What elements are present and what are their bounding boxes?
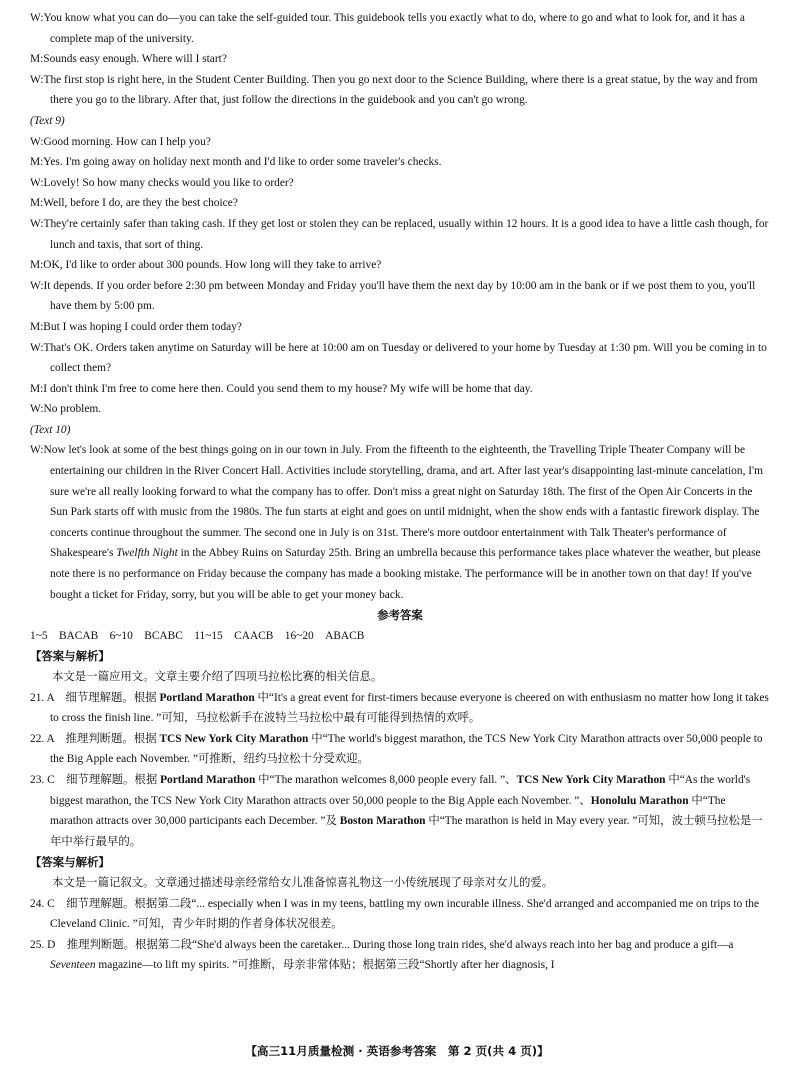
dialogue-text: OK, I'd like to order about 300 pounds. How long will they take to arrive? <box>43 259 382 272</box>
section-b-header: 【答案与解析】 <box>30 855 110 870</box>
speaker-label: W: <box>30 217 44 230</box>
answer-key-page <box>30 8 770 976</box>
dialogue-line <box>30 338 770 379</box>
dialogue-text: Well, before I do, are they the best choice? <box>43 197 238 210</box>
dialogue-text: Good morning. How can I help you? <box>43 135 211 148</box>
speaker-label: W: <box>30 135 44 148</box>
dialogue-line <box>30 173 770 194</box>
speaker-label: M: <box>30 382 44 395</box>
dialogue-line <box>30 8 770 49</box>
speaker-label: W: <box>30 279 44 292</box>
section-b-intro: 本文是一篇记叙文。文章通过描述母亲经常给女儿准备惊喜礼物这一小传统展现了母亲对女儿的爱。 <box>52 876 554 889</box>
text10-monologue: W:Now let's look at some of the best things going on in our town in July. From the fifteenth to the eighteenth, the Travelling Triple Theater Company will be entertaining our children in the River Concert Hall. Activities include storytelling, drama, and art. After last year's disappointing last-minute cancelation, I'm sure we're all really looking forward to what the company has to offer. Don't miss a great night on Saturday 18th. The first of the Open Air Concerts in the Sun Park starts off with music from the 1980s. The fun starts at eight and goes on until midnight, when the show ends with a fantastic firework display. The concerts continue throughout the summer. The second one in July is on 31st. There's more outdoor entertainment with Talk Theater's performance of Shakespeare's Twelfth Night in the Abbey Ruins on Saturday 25th. Bring an umbrella because this performance takes place whatever the weather, but please note there is no performance on Friday because the company has made a booking mistake. The performance will be in another town on that day! If you've bought a ticket for Friday, sorry, but you will be able to get your money back. <box>30 444 763 601</box>
dialogue-text: I don't think I'm free to come here then. Could you send them to my house? My wife will be home that day. <box>43 382 533 395</box>
section-a-header: 【答案与解析】 <box>30 649 110 664</box>
dialogue-line <box>30 70 770 111</box>
dialogue-text: Yes. I'm going away on holiday next month and I'd like to order some traveler's checks. <box>43 156 442 169</box>
q24-explanation: 24. C 细节理解题。根据第二段“... especially when I was in my teens, battling my own incurable illness. She'd arranged and accompanied me on trips to the Cleveland Clinic. ”可知，青少年时期的作者身体状况很差。 <box>30 897 760 931</box>
dialogue-text: That's OK. Orders taken anytime on Saturday will be here at 10:00 am on Tuesday or delivered to your home by Tuesday at 1:30 pm. Will you be coming in to collect them? <box>43 341 767 375</box>
section-a-intro: 本文是一篇应用文。文章主要介绍了四项马拉松比赛的相关信息。 <box>52 671 383 683</box>
answers-title: 参考答案 <box>377 608 423 623</box>
speaker-label: M: <box>30 259 44 272</box>
speaker-label: W: <box>30 341 44 354</box>
dialogue-line <box>30 214 770 255</box>
dialogue-line <box>30 317 770 338</box>
dialogue-line <box>30 152 770 173</box>
dialogue-text: No problem. <box>43 403 102 416</box>
dialogue-line <box>30 49 770 70</box>
speaker-label: W: <box>30 73 44 86</box>
dialogue-text: But I was hoping I could order them today? <box>43 320 242 333</box>
speaker-label: M: <box>30 53 44 66</box>
speaker-label: W: <box>30 176 44 189</box>
play-title: Twelfth Night <box>116 547 178 560</box>
dialogue-text: The first stop is right here, in the Student Center Building. Then you go next door to the Science Building, where there is a great statue, by the way and from there you go to the library. After that, just follow the directions in the guidebook and you can't go wrong. <box>43 73 758 107</box>
q22-explanation: 22. A 推理判断题。根据 TCS New York City Marathon 中“The world's biggest marathon, the TCS New York City Marathon attracts over 50,000 people to the Big Apple each November. ”可推断，纽约马拉松十分受欢迎。 <box>30 732 763 766</box>
listening-transcript <box>30 8 770 440</box>
q21-explanation: 21. A 细节理解题。根据 Portland Marathon 中“It's a great event for first-timers because everyone is cheered on with enthusiasm no matter how long it takes to cross the finish line. ”可知，马拉松新手在波特兰马拉松中最有可能得到热情的欢呼。 <box>30 691 769 725</box>
dialogue-line <box>30 276 770 317</box>
dialogue-line <box>30 399 770 420</box>
q25-explanation: 25. D 推理判断题。根据第二段“She'd always been the caretaker... During those long train rides, she'd always reach into her bag and produce a gift—a Seventeen magazine—to lift my spirits. ”可推断，母亲非常体贴；根据第三段“Shortly after her diagnosis, I <box>30 938 734 972</box>
dialogue-text: Sounds easy enough. Where will I start? <box>43 53 227 66</box>
dialogue-line <box>30 379 770 400</box>
dialogue-line <box>30 255 770 276</box>
speaker-label: W: <box>30 403 44 416</box>
dialogue-text: You know what you can do—you can take the self-guided tour. This guidebook tells you exactly what to do, where to go and what to look for, and it has a complete map of the university. <box>43 12 745 45</box>
dialogue-text: They're certainly safer than taking cash. If they get lost or stolen they can be replaced, usually within 12 hours. It is a good idea to have a little cash though, for lunch and taxis, that sort of thing. <box>43 217 769 251</box>
answers-line: 1~5 BACAB 6~10 BCABC 11~15 CAACB 16~20 ABACB <box>30 629 365 642</box>
dialogue-line <box>30 132 770 153</box>
text-label: (Text 10) <box>30 423 71 436</box>
speaker-label: M: <box>30 320 44 333</box>
speaker-label: M: <box>30 156 44 169</box>
page-footer: 【高三11月质量检测 · 英语参考答案 第 2 页(共 4 页)】 <box>245 1044 549 1058</box>
speaker-label: W: <box>30 12 44 24</box>
dialogue-text: It depends. If you order before 2:30 pm between Monday and Friday you'll have them the next day by 10:00 am in the bank or if we post them to you, you'll have them by 5:00 pm. <box>43 279 756 313</box>
text-label: (Text 9) <box>30 114 65 127</box>
speaker-label: M: <box>30 197 44 210</box>
dialogue-text: Lovely! So how many checks would you like to order? <box>43 176 294 189</box>
q23-explanation: 23. C 细节理解题。根据 Portland Marathon 中“The marathon welcomes 8,000 people every fall. ”、TCS New York City Marathon 中“As the world's biggest marathon, the TCS New York City Marathon attracts over 50,000 people to the Big Apple each November. ”、Honolulu Marathon 中“The marathon attracts over 30,000 participants each December. ”及 Boston Marathon 中“The marathon is held in May every year. ”可知，波士顿马拉松是一年中举行最早的。 <box>30 773 763 848</box>
dialogue-line <box>30 193 770 214</box>
